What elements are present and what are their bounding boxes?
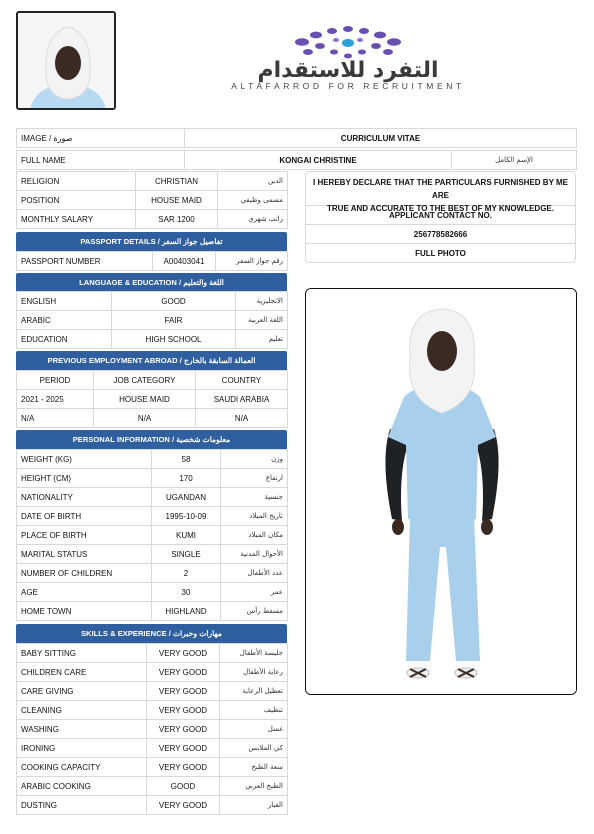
row-value: VERY GOOD — [147, 720, 220, 739]
row-arabic: الأحوال المدنية — [221, 545, 288, 564]
row-label: RELIGION — [17, 172, 136, 191]
table-row — [17, 191, 288, 210]
full-name-arabic: الإسم الكامل — [452, 151, 577, 170]
image-label: IMAGE / صورة — [17, 129, 185, 148]
row-arabic: مكان الميلاد — [221, 526, 288, 545]
table-row — [17, 311, 288, 330]
table-row — [17, 526, 288, 545]
full-name-value: KONGAI CHRISTINE — [185, 151, 452, 170]
row-label: HEIGHT (CM) — [17, 469, 152, 488]
full-body-photo — [305, 288, 577, 695]
column-header: JOB CATEGORY — [94, 371, 196, 390]
table-row — [17, 469, 288, 488]
row-label: MONTHLY SALARY — [17, 210, 136, 229]
row-arabic: عدد الأطفال — [221, 564, 288, 583]
row-value: VERY GOOD — [147, 682, 220, 701]
row-arabic: تاريخ الميلاد — [221, 507, 288, 526]
language-table — [16, 291, 288, 349]
row-label: WEIGHT (KG) — [17, 450, 152, 469]
row-label: NUMBER OF CHILDREN — [17, 564, 152, 583]
basic-info-table — [16, 171, 288, 229]
table-cell: N/A — [17, 409, 94, 428]
table-row — [17, 796, 288, 815]
row-value: HOUSE MAID — [136, 191, 218, 210]
table-row — [17, 720, 288, 739]
full-photo-label: FULL PHOTO — [306, 243, 575, 262]
row-value: FAIR — [112, 311, 236, 330]
row-arabic: الدين — [218, 172, 288, 191]
row-arabic: كي الملابس — [220, 739, 288, 758]
row-label: ENGLISH — [17, 292, 112, 311]
row-label: HOME TOWN — [17, 602, 152, 621]
passport-table — [16, 251, 288, 271]
row-label: COOKING CAPACITY — [17, 758, 147, 777]
contact-number: 256778582666 — [306, 224, 575, 243]
declaration-line-2: TRUE AND ACCURATE TO THE BEST OF MY KNOWLEDGE. — [327, 204, 554, 213]
passport-section-title: PASSPORT DETAILS / تفاصيل جواز السفر — [16, 232, 287, 251]
row-arabic: الغبار — [220, 796, 288, 815]
row-value: VERY GOOD — [147, 663, 220, 682]
row-value: VERY GOOD — [147, 758, 220, 777]
passport-number: A00403041 — [153, 252, 216, 271]
table-row — [17, 663, 288, 682]
row-arabic: غسل — [220, 720, 288, 739]
table-row — [17, 682, 288, 701]
contact-label: APPLICANT CONTACT NO. — [306, 205, 575, 224]
table-row — [17, 545, 288, 564]
full-name-table — [16, 150, 577, 170]
row-arabic: مسقط رأس — [221, 602, 288, 621]
employment-table — [16, 370, 288, 428]
row-arabic: وزن — [221, 450, 288, 469]
row-value: SINGLE — [152, 545, 221, 564]
table-row — [17, 701, 288, 720]
table-cell: N/A — [196, 409, 288, 428]
row-arabic: راتب شهري — [218, 210, 288, 229]
table-row — [17, 292, 288, 311]
declaration-text — [306, 172, 575, 213]
row-label: MARITAL STATUS — [17, 545, 152, 564]
table-row — [17, 210, 288, 229]
table-row — [17, 644, 288, 663]
row-arabic: عمر — [221, 583, 288, 602]
row-label: DATE OF BIRTH — [17, 507, 152, 526]
table-row — [17, 172, 288, 191]
table-row — [17, 488, 288, 507]
row-value: 2 — [152, 564, 221, 583]
table-cell: SAUDI ARABIA — [196, 390, 288, 409]
row-value: VERY GOOD — [147, 739, 220, 758]
row-label: ARABIC — [17, 311, 112, 330]
personal-table — [16, 449, 288, 621]
row-value: 58 — [152, 450, 221, 469]
declaration-line-1: I HEREBY DECLARE THAT THE PARTICULARS FURNISHED BY ME ARE — [313, 178, 568, 200]
row-value: HIGHLAND — [152, 602, 221, 621]
table-row — [17, 583, 288, 602]
table-row — [17, 564, 288, 583]
table-row — [17, 507, 288, 526]
row-arabic: ارتفاع — [221, 469, 288, 488]
row-label: AGE — [17, 583, 152, 602]
row-label: POSITION — [17, 191, 136, 210]
language-section-title: LANGUAGE & EDUCATION / اللغة والتعليم — [16, 273, 287, 292]
row-value: HIGH SCHOOL — [112, 330, 236, 349]
row-arabic: تعطيل الرعاية — [220, 682, 288, 701]
row-label: CARE GIVING — [17, 682, 147, 701]
table-row — [17, 409, 288, 428]
company-logo — [198, 24, 498, 94]
table-header-row — [17, 371, 288, 390]
row-arabic: سعة الطبخ — [220, 758, 288, 777]
row-value: 1995-10-09 — [152, 507, 221, 526]
row-value: UGANDAN — [152, 488, 221, 507]
row-value: KUMI — [152, 526, 221, 545]
row-arabic: جليسة الأطفال — [220, 644, 288, 663]
row-arabic: رقم جواز السفر — [216, 252, 288, 271]
row-label: ARABIC COOKING — [17, 777, 147, 796]
row-value: SAR 1200 — [136, 210, 218, 229]
row-arabic: تعليم — [236, 330, 288, 349]
row-arabic: مسمى وظيفي — [218, 191, 288, 210]
row-label: IRONING — [17, 739, 147, 758]
column-header: COUNTRY — [196, 371, 288, 390]
row-label: CLEANING — [17, 701, 147, 720]
row-label: EDUCATION — [17, 330, 112, 349]
table-cell: HOUSE MAID — [94, 390, 196, 409]
table-row — [17, 450, 288, 469]
table-row — [17, 758, 288, 777]
table-cell: 2021 - 2025 — [17, 390, 94, 409]
personal-section-title: PERSONAL INFORMATION / معلومات شخصية — [16, 430, 287, 449]
row-label: NATIONALITY — [17, 488, 152, 507]
row-label: CHILDREN CARE — [17, 663, 147, 682]
row-label: PASSPORT NUMBER — [17, 252, 153, 271]
row-value: GOOD — [112, 292, 236, 311]
table-row — [17, 739, 288, 758]
row-value: GOOD — [147, 777, 220, 796]
logo-english-text: ALTAFARROD FOR RECRUITMENT — [231, 81, 465, 91]
row-value: VERY GOOD — [147, 701, 220, 720]
table-row — [17, 330, 288, 349]
row-value: 170 — [152, 469, 221, 488]
column-header: PERIOD — [17, 371, 94, 390]
table-row — [17, 777, 288, 796]
declaration-box — [305, 171, 576, 263]
skills-table — [16, 643, 288, 815]
table-cell: N/A — [94, 409, 196, 428]
table-row — [17, 390, 288, 409]
row-label: BABY SITTING — [17, 644, 147, 663]
row-arabic: تنظيف — [220, 701, 288, 720]
row-arabic: جنسية — [221, 488, 288, 507]
row-value: 30 — [152, 583, 221, 602]
full-name-label: FULL NAME — [17, 151, 185, 170]
row-arabic: الانجليزية — [236, 292, 288, 311]
table-row — [17, 252, 288, 271]
row-value: VERY GOOD — [147, 796, 220, 815]
logo-arabic-text: التفرد للاستقدام — [257, 58, 439, 83]
row-arabic: اللغة العربية — [236, 311, 288, 330]
row-label: PLACE OF BIRTH — [17, 526, 152, 545]
cv-header-table — [16, 128, 577, 148]
table-row — [17, 602, 288, 621]
row-label: WASHING — [17, 720, 147, 739]
row-arabic: الطبخ العربي — [220, 777, 288, 796]
row-value: CHRISTIAN — [136, 172, 218, 191]
cv-title: CURRICULUM VITAE — [185, 129, 577, 148]
row-value: VERY GOOD — [147, 644, 220, 663]
row-arabic: رعاية الأطفال — [220, 663, 288, 682]
passport-photo — [16, 11, 116, 110]
skills-section-title: SKILLS & EXPERIENCE / مهارات وخبرات — [16, 624, 287, 643]
row-label: DUSTING — [17, 796, 147, 815]
employment-section-title: PREVIOUS EMPLOYMENT ABROAD / العمالة السابقة بالخارج — [16, 351, 287, 370]
